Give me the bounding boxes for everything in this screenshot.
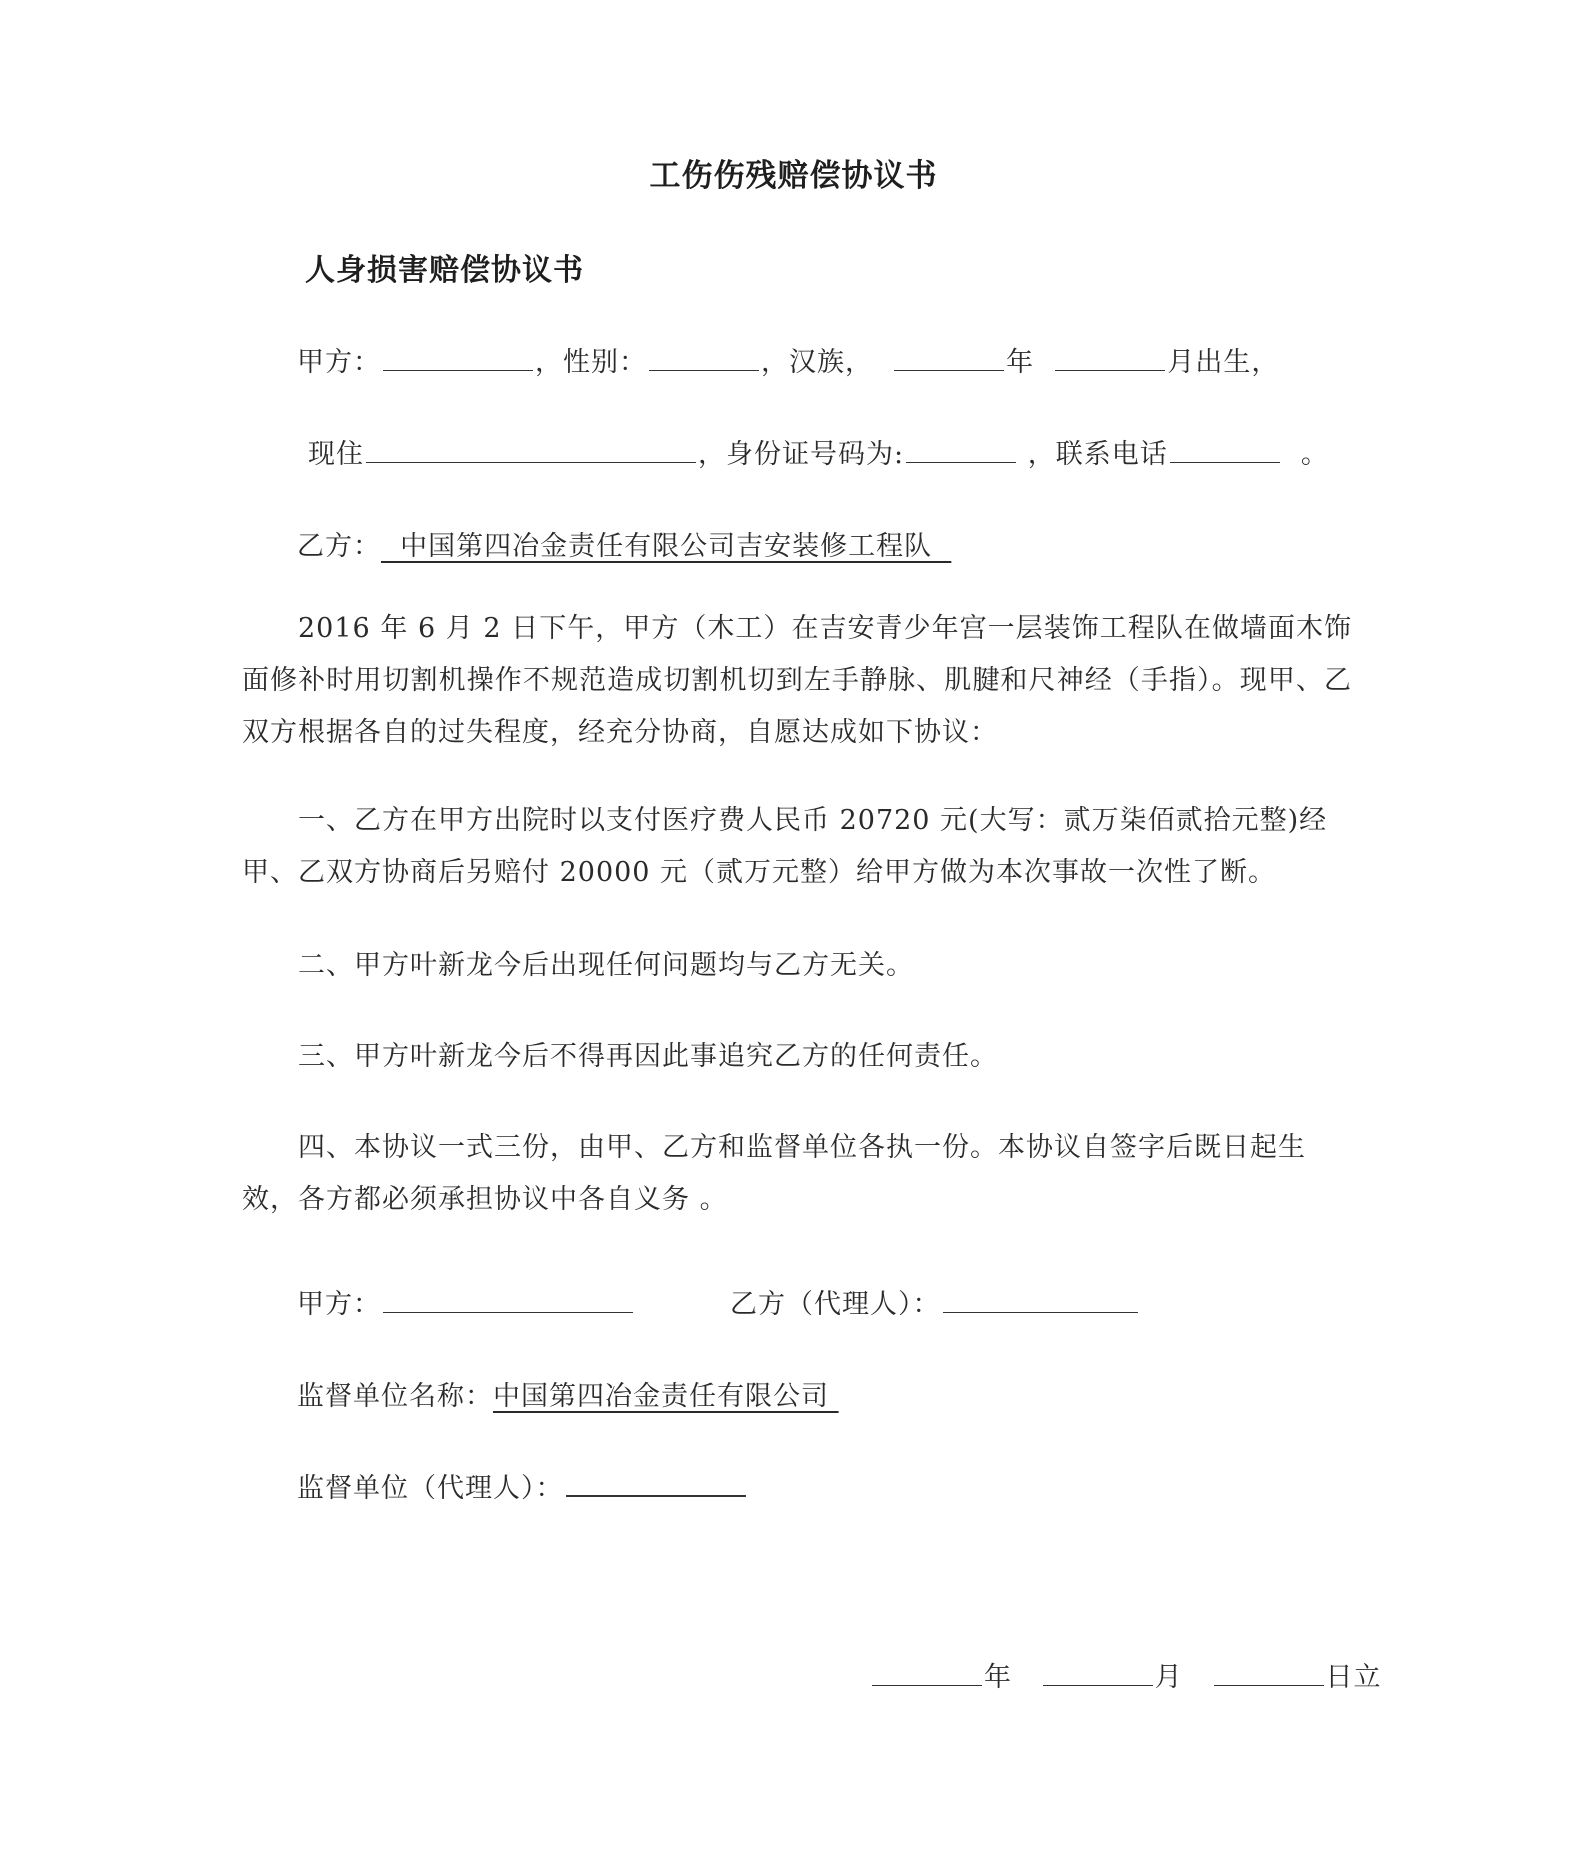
gender-blank [649,346,759,371]
date-day-blank [1214,1661,1324,1686]
id-label: ，身份证号码为: [698,439,905,470]
clause-3: 三、甲方叶新龙今后不得再因此事追究乙方的任何责任。 [298,1041,998,1072]
birth-label: 月出生， [1167,347,1280,378]
party-b-signature-label: 乙方（代理人）： [730,1289,941,1320]
supervisor-name-label: 监督单位名称： [297,1381,493,1412]
date-month-blank [1043,1661,1153,1686]
birth-month-blank [1055,346,1165,371]
address-line [308,432,1329,471]
party-a-signature-label: 甲方： [297,1289,381,1320]
supervisor-agent-line [297,1466,748,1505]
document-subtitle: 人身损害赔偿协议书 [305,253,584,288]
intro-paragraph: 2016 年 6 月 2 日下午，甲方（木工）在吉安青少年宫一层装饰工程队在做墙面木饰面修补时用切割机操作不规范造成切割机切到左手静脉、肌腱和尺神经（手指）。现甲、乙双方根据各自的过失程度，经充分协商，自愿达成如下协议： [242,613,1352,748]
date-year-label: 年 [984,1662,1012,1693]
signature-line [297,1282,1140,1321]
party-a-label: 甲方： [297,347,381,378]
party-b-line [297,524,951,563]
year-label: 年 [1006,347,1035,378]
supervisor-agent-blank [566,1471,746,1497]
party-a-signature-blank [383,1288,633,1313]
document-title: 工伤伤残赔偿协议书 [649,158,938,194]
clause-2: 二、甲方叶新龙今后出现任何问题均与乙方无关。 [298,950,914,981]
date-line [870,1655,1382,1694]
clause-4: 四、本协议一式三份，由甲、乙方和监督单位各执一份。本协议自签字后既日起生效，各方都必须承担协议中各自义务 。 [242,1132,1306,1215]
party-a-info-line [297,340,1279,379]
party-b-label: 乙方： [297,531,381,562]
clause-1: 一、乙方在甲方出院时以支付医疗费人民币 20720 元(大写：贰万柒佰贰拾元整)经甲、乙双方协商后另赔付 20000 元（贰万元整）给甲方做为本次事故一次性了断。 [242,805,1328,888]
party-a-name-blank [383,346,533,371]
address-label: 现住 [308,439,364,470]
supervisor-name-value: 中国第四冶金责任有限公司 [493,1381,839,1412]
supervisor-name-line [297,1374,839,1413]
supervisor-agent-label: 监督单位（代理人）： [297,1473,564,1504]
party-b-signature-blank [943,1288,1138,1313]
date-year-blank [872,1661,982,1686]
birth-year-blank [894,346,1004,371]
gender-label: ，性别： [535,347,647,378]
address-blank [366,438,696,463]
date-month-label: 月 [1154,1662,1183,1693]
id-blank [906,438,1016,463]
date-day-label: 日立 [1325,1662,1382,1693]
party-b-value: 中国第四冶金责任有限公司吉安装修工程队 [381,531,952,562]
phone-blank [1170,438,1280,463]
ethnicity-text: ，汉族， [761,347,873,378]
address-end: 。 [1300,439,1329,470]
phone-label: ，联系电话 [1027,439,1168,470]
